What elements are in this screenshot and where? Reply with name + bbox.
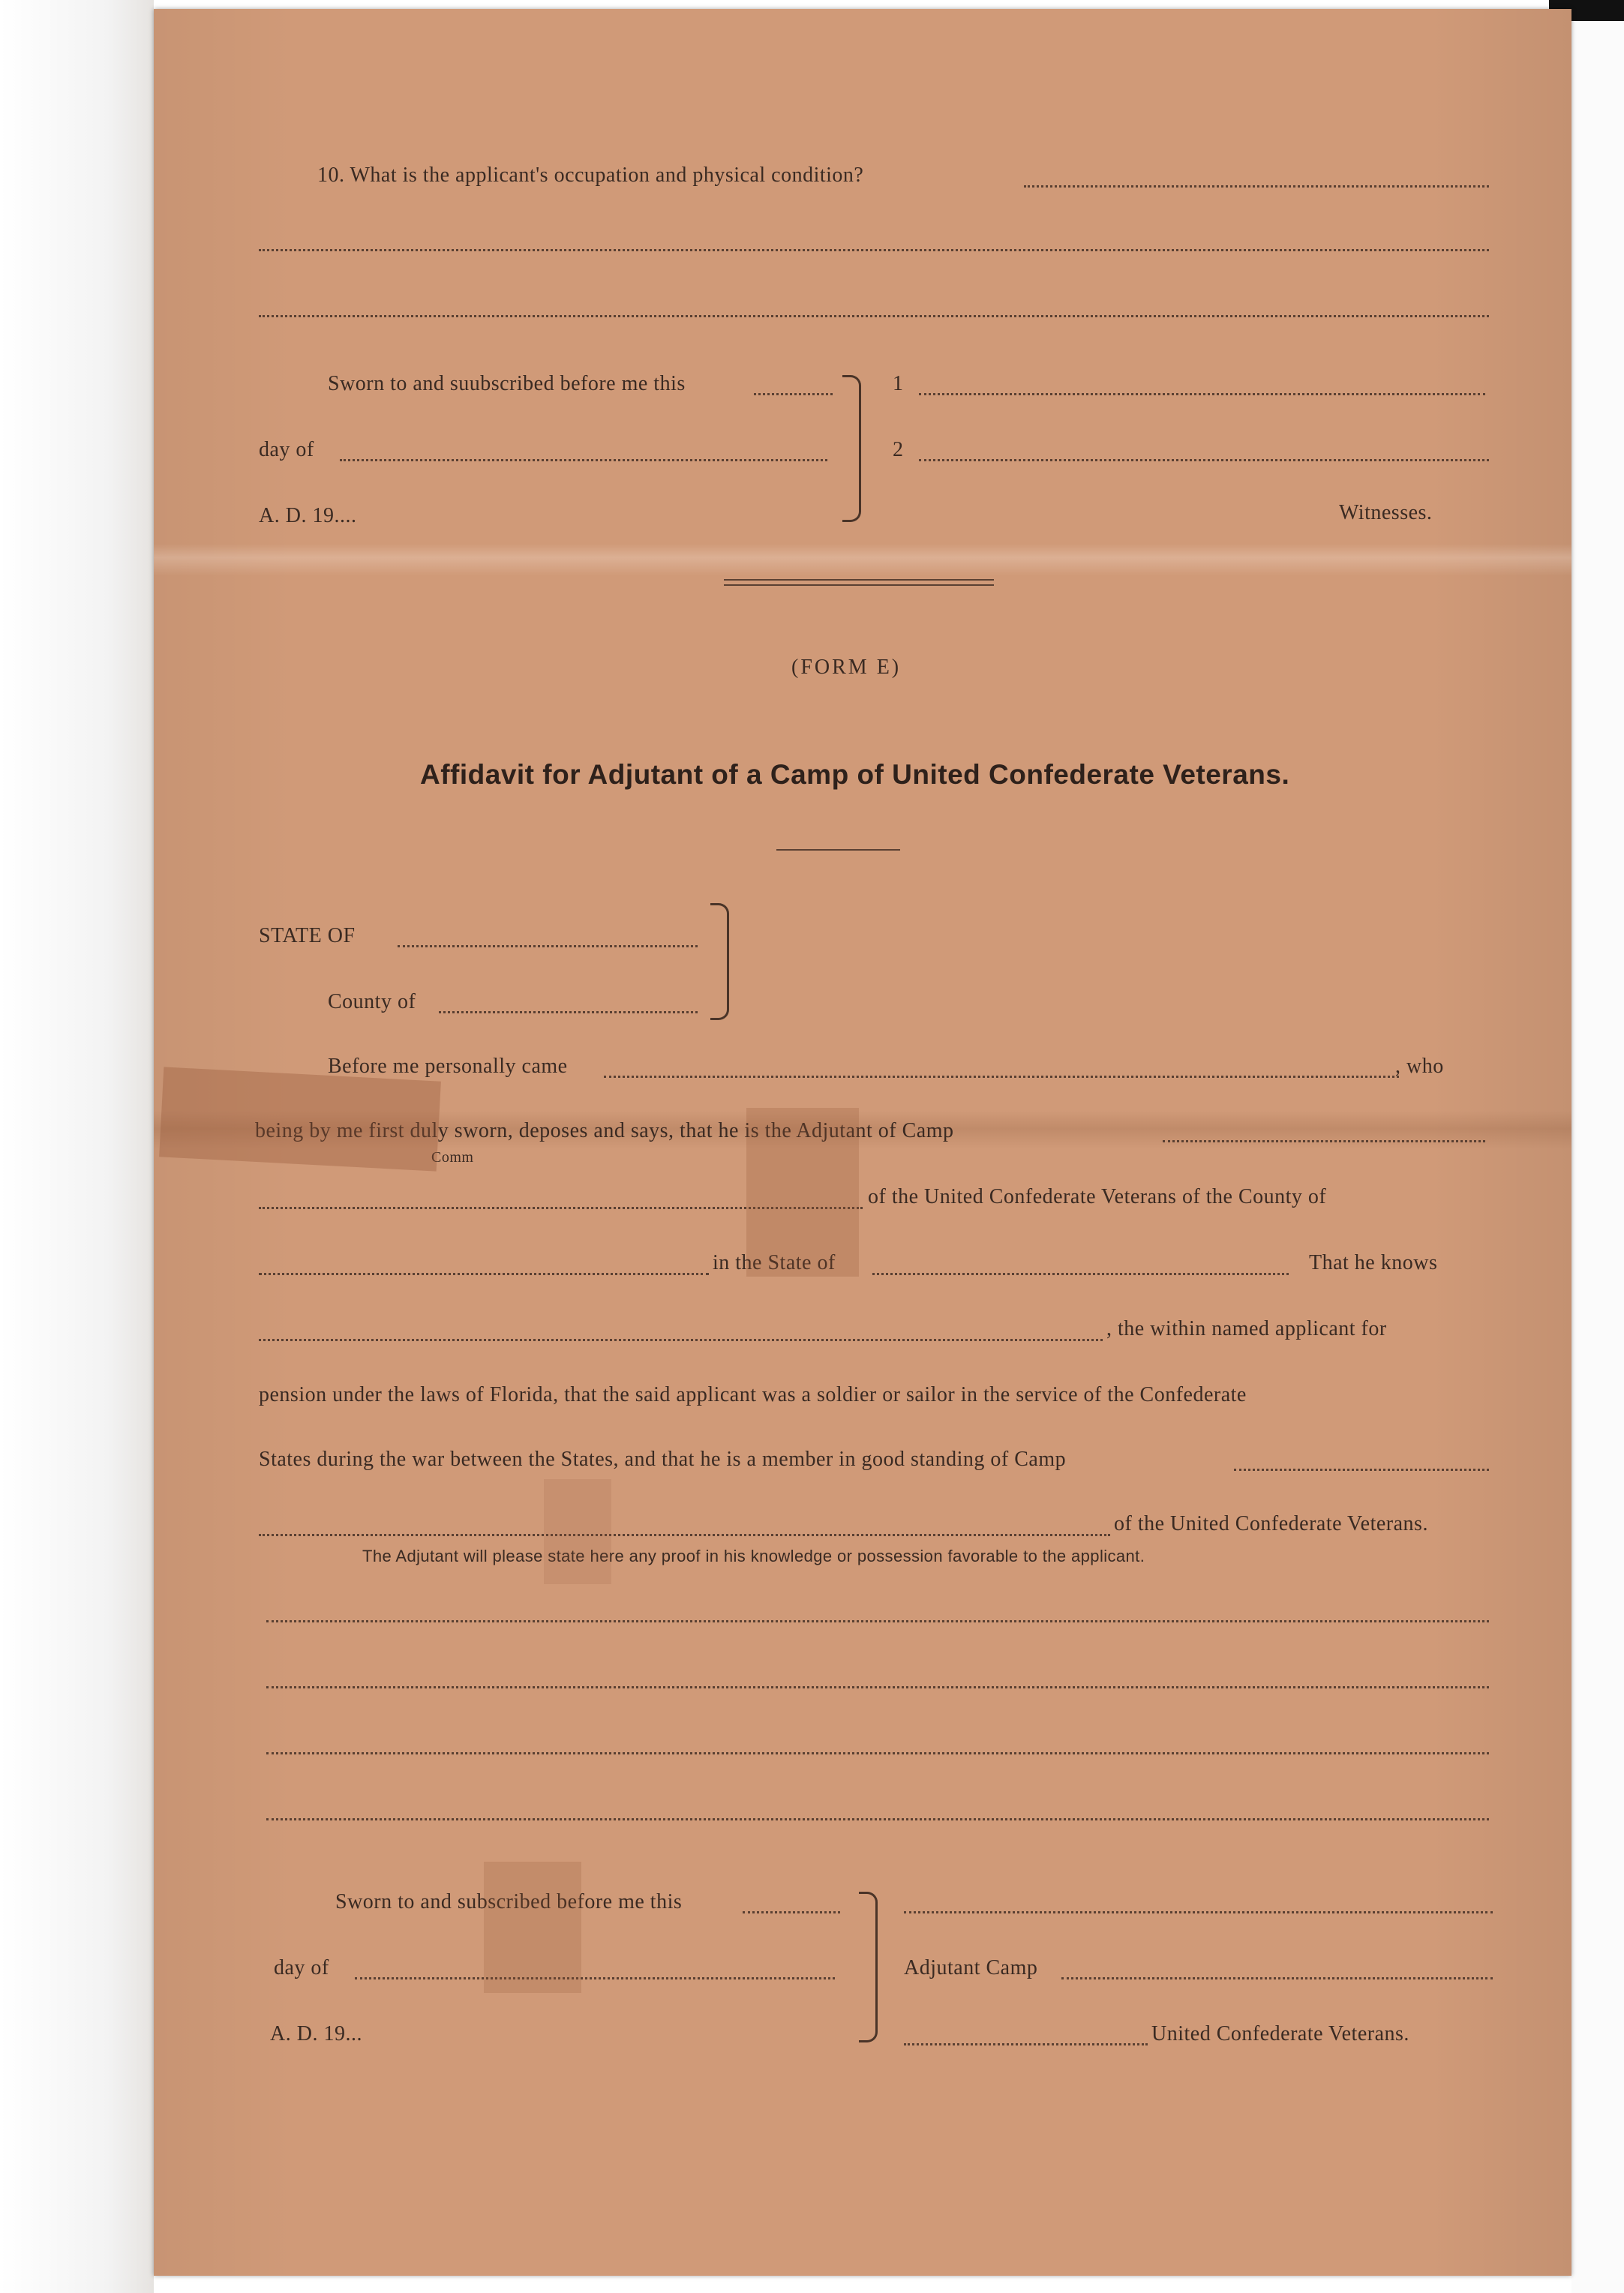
of-ucv-text: of the United Confederate Veterans. [1114, 1512, 1428, 1535]
day-of-text: day of [259, 438, 314, 461]
states-line-text: States during the war between the States, and that he is a member in good standing of Camp [259, 1448, 1067, 1471]
tape-mark [159, 1067, 441, 1171]
of-ucv-county-text: of the United Confederate Veterans of the County of [868, 1185, 1327, 1208]
answer-line [259, 315, 1489, 317]
blank-line [355, 1977, 835, 1979]
applicant-name-line [259, 1339, 1103, 1341]
state-line [398, 945, 698, 947]
day-of-text-2: day of [274, 1956, 329, 1979]
tape-mark [746, 1108, 859, 1277]
camp-standing-line-2 [259, 1534, 1110, 1536]
witness-1-number: 1 [893, 372, 904, 395]
named-applicant-text: , the within named applicant for [1106, 1317, 1387, 1340]
witness-1-line [919, 393, 1485, 395]
handwritten-comm: Comm [431, 1149, 474, 1166]
affiant-name-line [604, 1076, 1399, 1078]
adjutant-camp-line [1061, 1977, 1493, 1979]
proof-line [266, 1752, 1489, 1754]
sworn-text: Sworn to and suubscribed before me this [328, 372, 686, 395]
blank-line [754, 393, 833, 395]
sworn-text-2: Sworn to and subscribed before me this [335, 1890, 683, 1913]
state-name-line [872, 1273, 1289, 1275]
camp-standing-line [1234, 1469, 1489, 1471]
county-line [439, 1011, 698, 1013]
in-state-text: in the State of [713, 1251, 836, 1274]
county-name-line [259, 1273, 709, 1275]
witness-2-number: 2 [893, 438, 904, 461]
adjutant-camp-label: Adjutant Camp [904, 1956, 1038, 1979]
separator-rule [724, 579, 994, 581]
blank-line [743, 1911, 840, 1913]
witness-2-line [919, 459, 1489, 461]
form-label: (FORM E) [791, 656, 902, 679]
bracket [710, 903, 729, 1020]
adjutant-note: The Adjutant will please state here any proof in his knowledge or possession favorable to the applicant. [362, 1547, 1145, 1565]
separator-rule [724, 584, 994, 586]
proof-line [266, 1818, 1489, 1820]
proof-line [266, 1620, 1489, 1622]
before-me-text: Before me personally came [328, 1055, 568, 1078]
who-text: , who [1395, 1055, 1444, 1078]
ucv-label: United Confederate Veterans. [1151, 2022, 1409, 2045]
county-of-label: County of [328, 990, 416, 1013]
document-title: Affidavit for Adjutant of a Camp of United Confederate Veterans. [420, 759, 1290, 790]
that-he-knows-text: That he knows [1309, 1251, 1438, 1274]
scanner-background-right [1571, 21, 1624, 2293]
answer-line [259, 249, 1489, 251]
being-sworn-text: being by me first duly sworn, deposes and says, that he is the Adjutant of Camp [255, 1119, 954, 1142]
answer-line [1024, 185, 1489, 188]
bracket [859, 1892, 878, 2042]
tape-mark [544, 1479, 611, 1584]
ad-year-text: A. D. 19.... [259, 504, 357, 527]
bracket [842, 375, 861, 522]
state-of-label: STATE OF [259, 924, 356, 947]
tape-mark [484, 1862, 581, 1993]
proof-line [266, 1686, 1489, 1688]
adjutant-signature-line [904, 1911, 1493, 1913]
camp-name-line-2 [904, 2043, 1148, 2045]
witnesses-label: Witnesses. [1339, 501, 1433, 524]
camp-name-line [1163, 1140, 1485, 1142]
title-underline [776, 849, 900, 851]
pension-line-text: pension under the laws of Florida, that the said applicant was a soldier or sailor in the service of the Confederate [259, 1383, 1247, 1406]
question-10-text: 10. What is the applicant's occupation and physical condition? [317, 164, 864, 187]
blank-line [340, 459, 827, 461]
scanner-background-left [0, 0, 154, 2293]
document-page [154, 9, 1571, 2276]
ad-year-text-2: A. D. 19... [270, 2022, 362, 2045]
